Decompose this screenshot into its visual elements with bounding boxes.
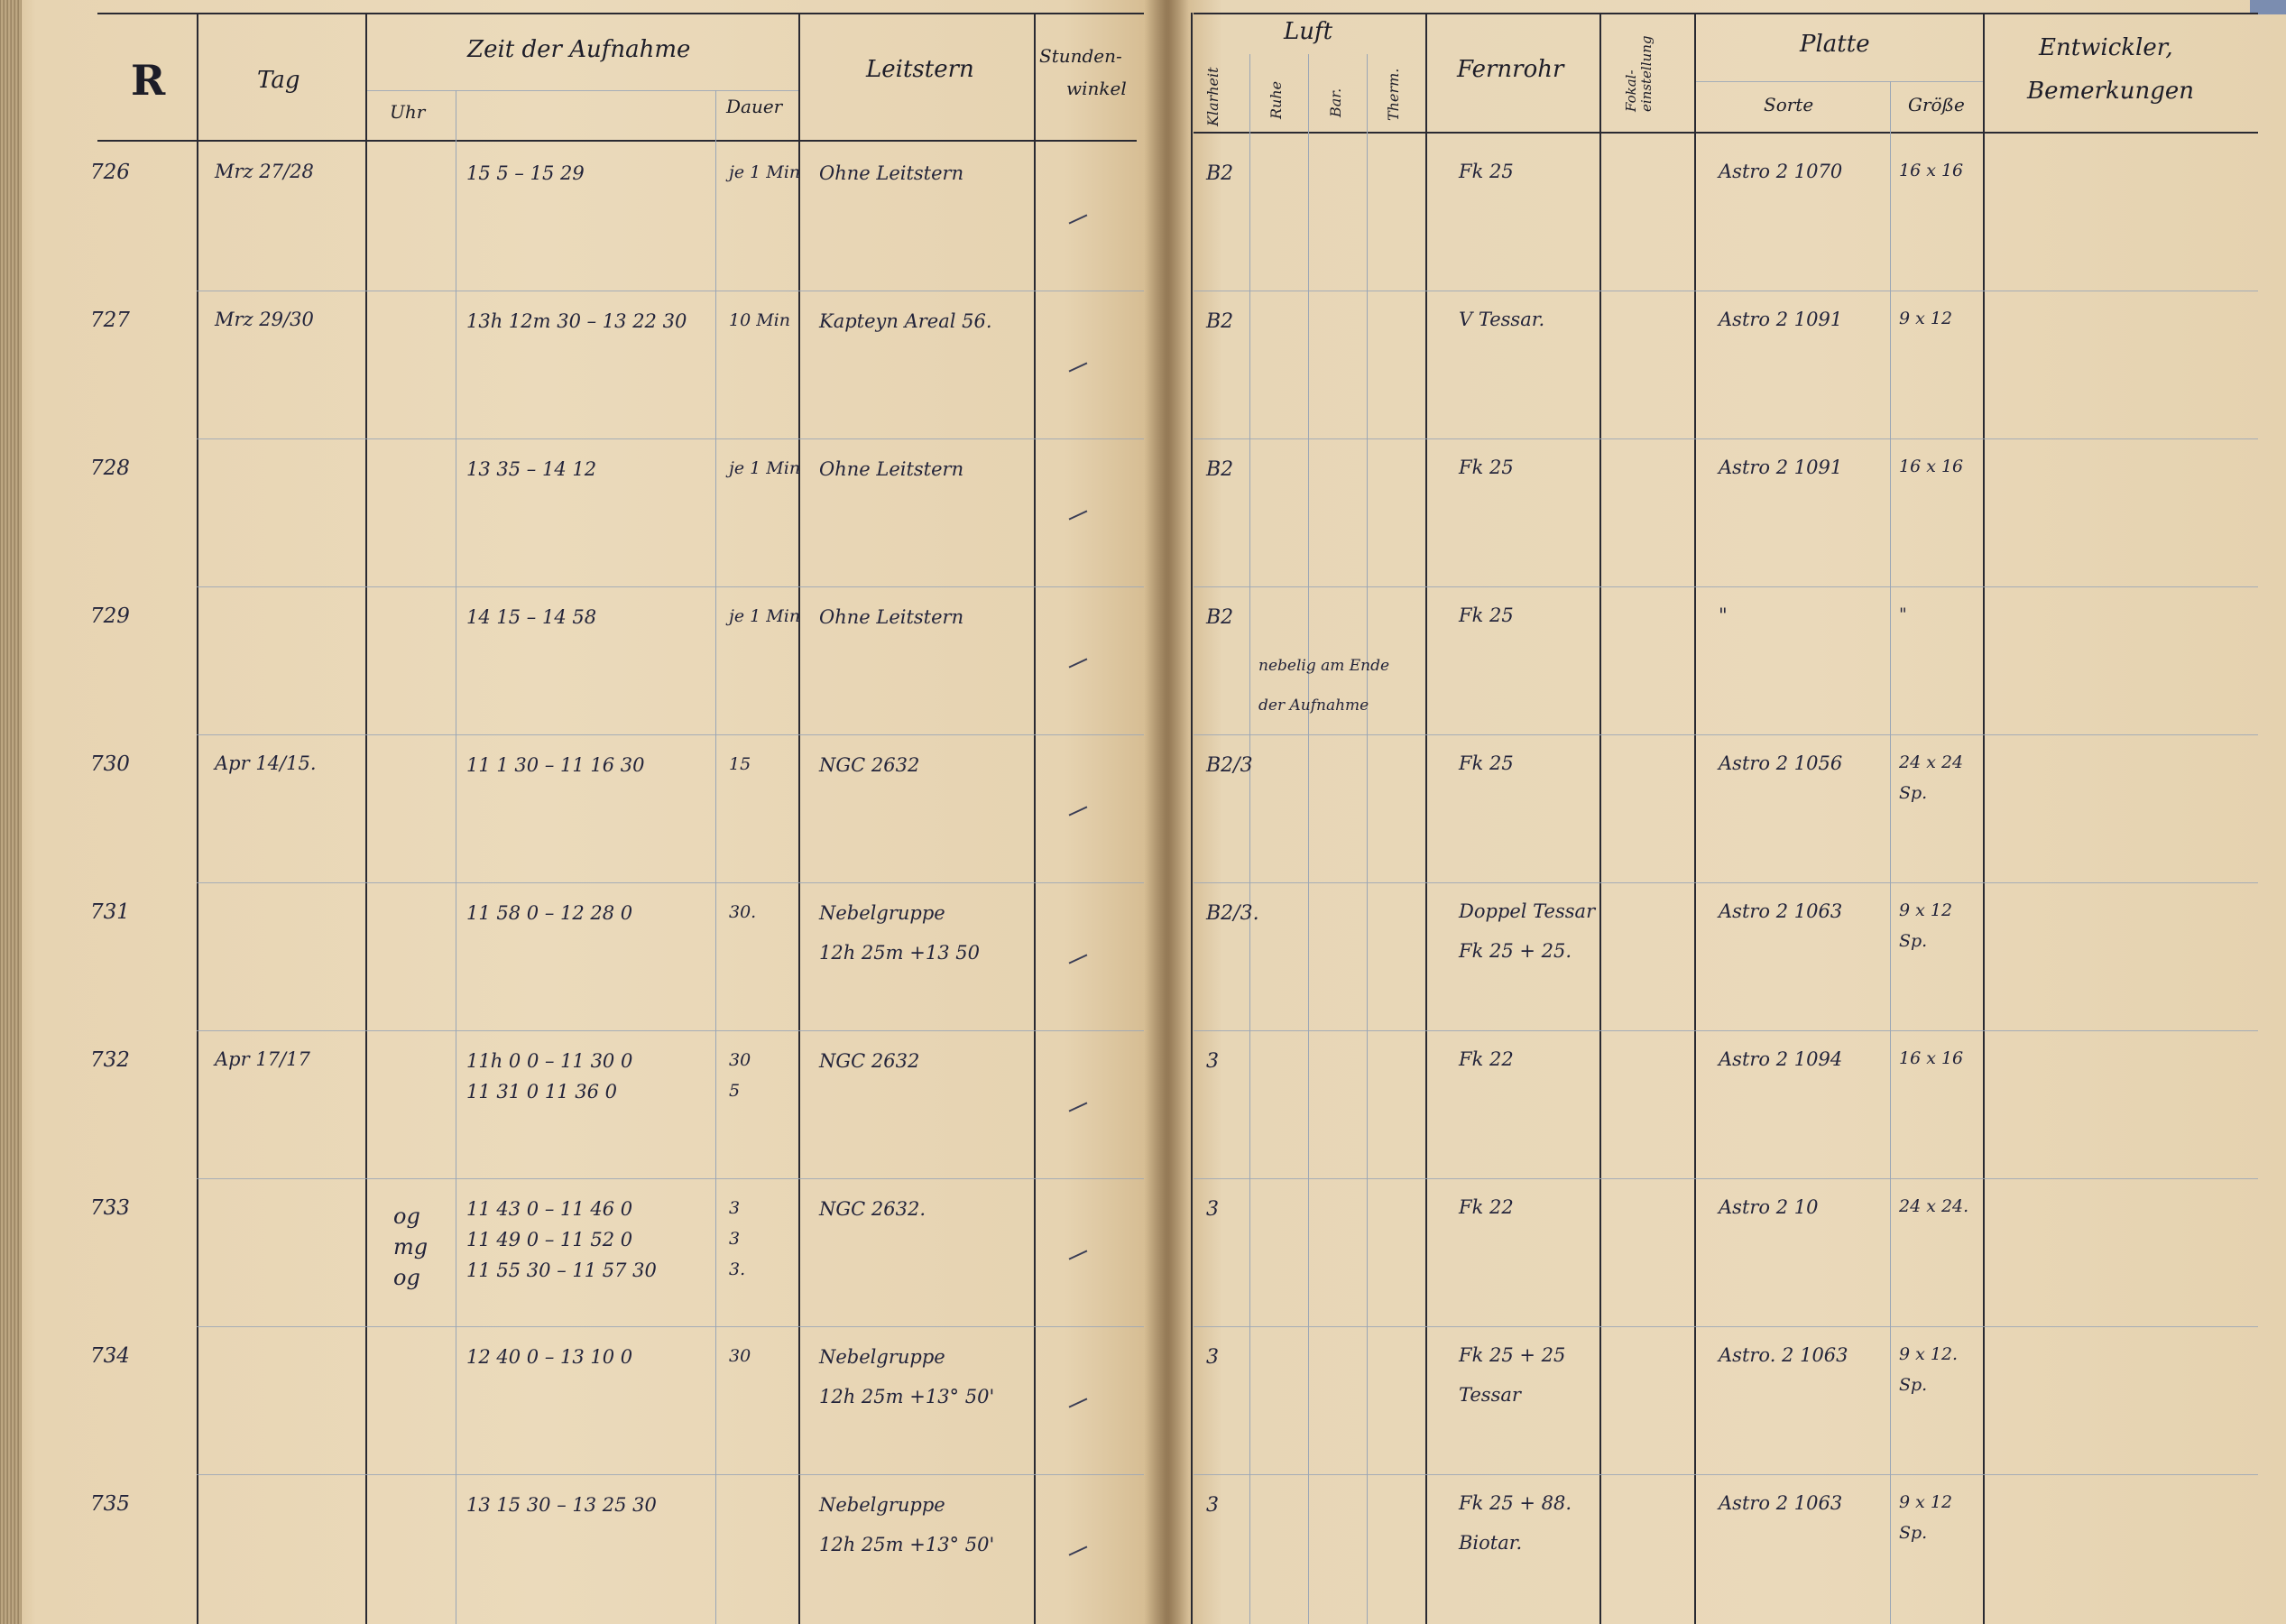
row-tag: Mrz 27/28 [215, 161, 314, 182]
stundenwinkel-tick [1069, 362, 1088, 372]
row-number: 734 [90, 1344, 130, 1368]
header-leitstern: Leitstern [866, 56, 974, 83]
row-sorte: Astro 2 1063 [1719, 1492, 1843, 1514]
row-zeit: 11 49 0 – 11 52 0 [466, 1229, 633, 1250]
row-leitstern: Nebelgruppe [819, 902, 945, 924]
row-leitstern: Nebelgruppe [819, 1494, 945, 1516]
header-rule-right [1194, 132, 2258, 134]
row-dauer: 10 Min [729, 310, 790, 330]
row-separator [1194, 1326, 2258, 1327]
row-leitstern: 12h 25m +13° 50' [819, 1386, 995, 1407]
row-dauer: 30. [729, 902, 757, 922]
row-leitstern: Kapteyn Areal 56. [819, 310, 992, 332]
row-leitstern: Nebelgruppe [819, 1346, 945, 1368]
row-leitstern: NGC 2632. [819, 1198, 926, 1220]
row-dauer: 3 [729, 1198, 741, 1218]
row-dauer: 30 [729, 1346, 751, 1366]
row-klarheit: B2/3. [1206, 902, 1259, 925]
row-luft-note: nebelig am Ende [1258, 657, 1390, 675]
row-groesse: 24 x 24 [1899, 752, 1964, 772]
row-leitstern: Ohne Leitstern [819, 606, 964, 628]
row-zeit: 11 43 0 – 11 46 0 [466, 1198, 633, 1220]
row-dauer: je 1 Min [729, 162, 801, 182]
row-fernrohr: Fk 25 [1459, 457, 1514, 478]
row-separator [197, 1474, 1144, 1475]
row-fernrohr: Fk 25 + 25 [1459, 1344, 1566, 1366]
top-rule [97, 13, 1144, 14]
row-fernrohr: Fk 22 [1459, 1196, 1514, 1218]
row-uhr: mg [393, 1234, 429, 1260]
stundenwinkel-tick [1069, 1546, 1088, 1555]
row-fernrohr: Fk 25 + 88. [1459, 1492, 1572, 1514]
row-dauer: 30 [729, 1050, 751, 1070]
row-separator [1194, 586, 2258, 587]
row-zeit: 11 1 30 – 11 16 30 [466, 754, 645, 776]
col-rule-leitstern [1034, 13, 1036, 1624]
row-fernrohr: V Tessar. [1459, 309, 1545, 330]
col-rule-sorte [1890, 81, 1891, 1624]
row-sorte: Astro. 2 1063 [1719, 1344, 1848, 1366]
row-fernrohr: Fk 25 [1459, 752, 1514, 774]
header-zeit: Zeit der Aufnahme [467, 36, 691, 63]
row-separator [197, 1178, 1144, 1179]
header-therm: Therm. [1385, 68, 1402, 121]
right-page [1168, 0, 2286, 1624]
stundenwinkel-tick [1069, 954, 1088, 964]
stundenwinkel-tick [1069, 806, 1088, 816]
row-dauer: 3 [729, 1229, 741, 1249]
row-number: 727 [90, 309, 130, 332]
row-number: 729 [90, 604, 130, 628]
header-tag: Tag [257, 67, 300, 94]
row-leitstern: 12h 25m +13° 50' [819, 1534, 995, 1555]
row-separator [1194, 1030, 2258, 1031]
row-leitstern: NGC 2632 [819, 754, 920, 776]
row-zeit: 11 58 0 – 12 28 0 [466, 902, 633, 924]
row-dauer: je 1 Min [729, 458, 801, 478]
header-stunden: Stunden- [1039, 45, 1122, 67]
row-number: 732 [90, 1048, 130, 1072]
col-rule-dauer [798, 13, 800, 1624]
col-rule-luft [1425, 13, 1427, 1624]
header-rule [97, 140, 1137, 142]
row-separator [197, 438, 1144, 439]
header-bemerkungen: Bemerkungen [2027, 78, 2194, 105]
row-sorte: Astro 2 1094 [1719, 1048, 1843, 1070]
row-leitstern: Ohne Leitstern [819, 162, 964, 184]
row-separator [1194, 734, 2258, 735]
row-groesse: 9 x 12. [1899, 1344, 1959, 1364]
row-dauer: 5 [729, 1081, 741, 1101]
row-groesse: 16 x 16 [1899, 1048, 1964, 1068]
row-klarheit: 3 [1206, 1198, 1219, 1221]
row-groesse: Sp. [1899, 1523, 1928, 1543]
col-rule-bar [1367, 54, 1368, 1624]
row-separator [1194, 1178, 2258, 1179]
stundenwinkel-tick [1069, 1102, 1088, 1112]
row-groesse: Sp. [1899, 1375, 1928, 1395]
row-separator [197, 882, 1144, 883]
stundenwinkel-tick [1069, 1398, 1088, 1407]
row-separator [197, 1326, 1144, 1327]
row-klarheit: B2 [1206, 458, 1234, 481]
stundenwinkel-tick [1069, 1250, 1088, 1260]
row-groesse: 16 x 16 [1899, 161, 1964, 180]
row-uhr: og [393, 1204, 420, 1229]
row-klarheit: B2/3 [1206, 754, 1253, 777]
row-separator [1194, 882, 2258, 883]
row-zeit: 11 55 30 – 11 57 30 [466, 1260, 657, 1281]
row-fernrohr: Fk 25 [1459, 161, 1514, 182]
header-groesse: Größe [1908, 94, 1965, 115]
zeit-subrule [365, 90, 798, 91]
col-rule-r [197, 13, 198, 1624]
col-rule-zeit [715, 90, 716, 1624]
row-dauer: je 1 Min [729, 606, 801, 626]
row-tag: Apr 17/17 [215, 1048, 310, 1070]
row-zeit: 12 40 0 – 13 10 0 [466, 1346, 633, 1368]
header-luft: Luft [1284, 18, 1333, 45]
row-groesse: 9 x 12 [1899, 1492, 1953, 1512]
row-groesse: 24 x 24. [1899, 1196, 1969, 1216]
header-winkel: winkel [1066, 78, 1127, 99]
header-ruhe: Ruhe [1267, 80, 1285, 119]
header-entwickler: Entwickler, [2039, 34, 2173, 61]
stundenwinkel-tick [1069, 214, 1088, 224]
row-separator [197, 1030, 1144, 1031]
header-bar: Bar. [1327, 88, 1344, 117]
header-klarheit: Klarheit [1204, 67, 1221, 126]
col-rule-fokal [1694, 13, 1696, 1624]
stundenwinkel-tick [1069, 658, 1088, 668]
row-klarheit: B2 [1206, 606, 1234, 629]
header-fernrohr: Fernrohr [1457, 56, 1564, 83]
row-klarheit: B2 [1206, 162, 1234, 185]
row-groesse: " [1899, 604, 1907, 624]
header-uhr: Uhr [390, 101, 426, 123]
header-fokal: Fokal-einstellung [1623, 35, 1655, 112]
row-leitstern: NGC 2632 [819, 1050, 920, 1072]
top-rule-right [1194, 13, 2258, 14]
row-leitstern: Ohne Leitstern [819, 458, 964, 480]
row-dauer: 3. [729, 1260, 746, 1279]
row-klarheit: B2 [1206, 310, 1234, 333]
row-number: 735 [90, 1492, 130, 1516]
row-klarheit: 3 [1206, 1346, 1219, 1369]
col-rule-klarheit [1249, 54, 1250, 1624]
row-fernrohr: Fk 22 [1459, 1048, 1514, 1070]
header-r: R [131, 56, 166, 105]
col-rule-left-edge [1191, 13, 1193, 1624]
row-fernrohr: Fk 25 + 25. [1459, 940, 1572, 962]
header-platte: Platte [1800, 31, 1870, 58]
row-number: 726 [90, 161, 130, 184]
row-groesse: 9 x 12 [1899, 900, 1953, 920]
row-klarheit: 3 [1206, 1050, 1219, 1073]
row-sorte: Astro 2 1070 [1719, 161, 1843, 182]
col-rule-fernrohr [1599, 13, 1601, 1624]
page-edges [0, 0, 22, 1624]
row-number: 728 [90, 457, 130, 480]
header-dauer: Dauer [726, 96, 783, 117]
row-groesse: Sp. [1899, 783, 1928, 803]
row-fernrohr: Tessar [1459, 1384, 1521, 1406]
col-rule-tag [365, 13, 367, 1624]
row-fernrohr: Biotar. [1459, 1532, 1523, 1554]
row-separator [197, 734, 1144, 735]
row-dauer: 15 [729, 754, 751, 774]
header-sorte: Sorte [1764, 94, 1814, 115]
row-zeit: 11h 0 0 – 11 30 0 [466, 1050, 633, 1072]
row-zeit: 13 15 30 – 13 25 30 [466, 1494, 657, 1516]
row-leitstern: 12h 25m +13 50 [819, 942, 980, 964]
row-luft-note: der Aufnahme [1258, 697, 1369, 715]
row-zeit: 11 31 0 11 36 0 [466, 1081, 617, 1103]
row-zeit: 13 35 – 14 12 [466, 458, 597, 480]
row-sorte: Astro 2 1091 [1719, 457, 1843, 478]
row-tag: Apr 14/15. [215, 752, 317, 774]
row-zeit: 14 15 – 14 58 [466, 606, 597, 628]
row-sorte: " [1719, 604, 1728, 626]
row-fernrohr: Fk 25 [1459, 604, 1514, 626]
row-sorte: Astro 2 1056 [1719, 752, 1843, 774]
row-separator [197, 586, 1144, 587]
row-groesse: 16 x 16 [1899, 457, 1964, 476]
row-sorte: Astro 2 10 [1719, 1196, 1819, 1218]
gutter-shadow [1144, 0, 1189, 1624]
row-separator [1194, 1474, 2258, 1475]
row-groesse: Sp. [1899, 931, 1928, 951]
stundenwinkel-tick [1069, 510, 1088, 520]
row-zeit: 13h 12m 30 – 13 22 30 [466, 310, 687, 332]
platte-subrule [1694, 81, 1983, 82]
row-number: 731 [90, 900, 130, 924]
col-rule-platte [1983, 13, 1985, 1624]
row-uhr: og [393, 1265, 420, 1290]
row-number: 733 [90, 1196, 130, 1220]
col-rule-ruhe [1308, 54, 1309, 1624]
row-sorte: Astro 2 1091 [1719, 309, 1843, 330]
row-fernrohr: Doppel Tessar [1459, 900, 1596, 922]
row-zeit: 15 5 – 15 29 [466, 162, 585, 184]
row-tag: Mrz 29/30 [215, 309, 314, 330]
row-klarheit: 3 [1206, 1494, 1219, 1517]
row-groesse: 9 x 12 [1899, 309, 1953, 328]
row-sorte: Astro 2 1063 [1719, 900, 1843, 922]
row-number: 730 [90, 752, 130, 776]
row-separator [1194, 438, 2258, 439]
